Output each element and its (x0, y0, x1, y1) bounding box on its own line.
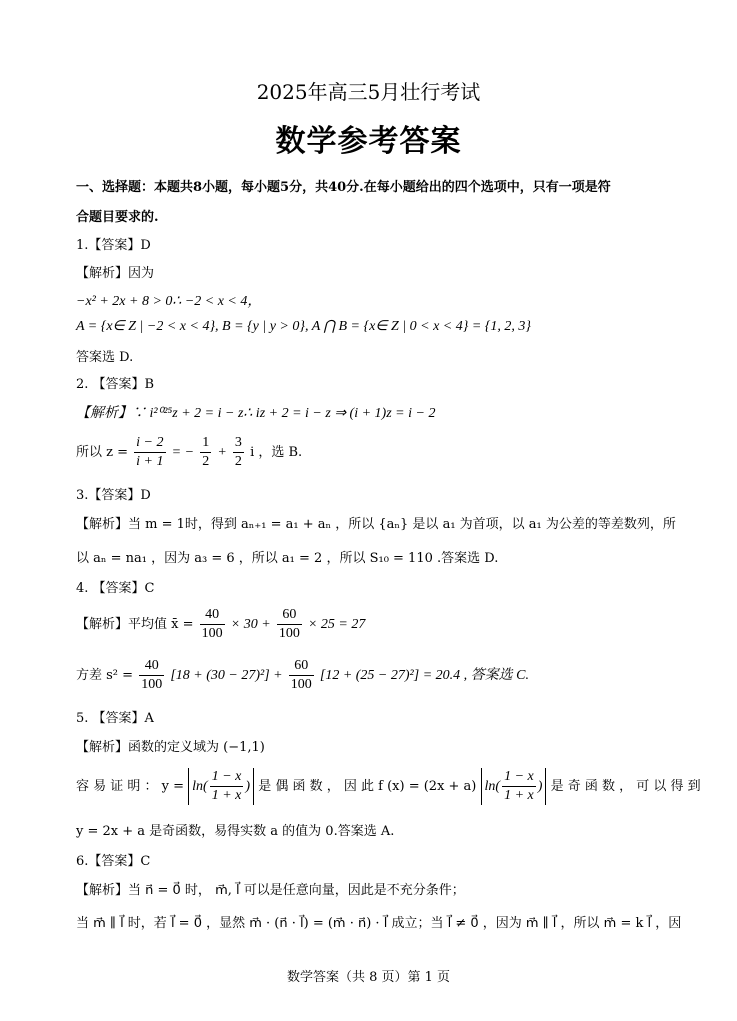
q4-var-f2-num: 60 (289, 657, 314, 676)
q5-f2-num: 1 − x (502, 768, 536, 787)
section-heading-line1: 一、选择题：本题共8小题，每小题5分，共40分.在每小题给出的四个选项中，只有一项是符 (76, 180, 611, 195)
q1-analysis-label: 【解析】因为 (76, 266, 155, 281)
q2-frac1-den: i + 1 (136, 454, 164, 469)
q2-answer: 2. 【答案】B (76, 377, 155, 392)
page-title: 数学参考答案 (275, 124, 462, 159)
q2-fraction-1 (134, 434, 165, 471)
q2-fraction-3 (233, 434, 244, 471)
q2-frac1-num: i − 2 (134, 434, 165, 453)
q2-line1: 【解析】∵ i²⁰²⁵z + 2 = i − z∴ iz + 2 = i − z ⇒ (i + 1)z = i − 2 (76, 406, 436, 421)
q6-answer: 6.【答案】C (76, 854, 151, 869)
q4-var-f1-den: 100 (141, 677, 163, 692)
q3-line1: 【解析】当 m = 1时，得到 aₙ₊₁ = a₁ + aₙ ，所以 {aₙ} 是以 a₁ 为首项，以 a₁ 为公差的等差数列，所 (76, 517, 676, 532)
q4-var-f2-den: 100 (290, 677, 312, 692)
q2-eq: = − (171, 445, 195, 460)
q4-prefix: 【解析】平均值 x̄ = (76, 617, 194, 632)
q5-f2-den: 1 + x (504, 788, 534, 803)
q5-f1-den: 1 + x (211, 788, 242, 803)
q2-fraction-2 (200, 434, 211, 471)
q2-frac3-num: 3 (233, 434, 244, 453)
q4-line2 (76, 657, 529, 694)
q2-frac3-den: 2 (234, 454, 242, 469)
q5-ln-2: ln( (484, 779, 501, 794)
q4-var-prefix: 方差 s² = (76, 668, 134, 683)
q2-line2 (76, 434, 302, 471)
q2-frac2-num: 1 (200, 434, 211, 453)
q4-fraction-1 (200, 606, 225, 643)
q1-math-line1: −x² + 2x + 8 > 0∴ −2 < x < 4， (76, 294, 262, 309)
q6-line1: 【解析】当 n⃗ = 0⃗ 时， m⃗, l⃗ 可以是任意向量，因此是不充分条件； (76, 883, 465, 898)
q5-fraction-1 (210, 768, 244, 805)
q2-frac2-den: 2 (202, 454, 210, 469)
page-footer: 数学答案（共 8 页）第 1 页 (286, 970, 451, 985)
q2-suffix: i ，选 B. (250, 445, 303, 460)
q5-abs-2 (481, 768, 547, 805)
exam-title: 2025年高三5月壮行考试 (256, 80, 481, 104)
q4-answer: 4. 【答案】C (76, 581, 155, 596)
q5-f1-num: 1 − x (210, 768, 244, 787)
q5-close-2: ) (537, 779, 543, 794)
q4-f1-num: 40 (200, 606, 225, 625)
q2-prefix: 所以 z = (76, 445, 129, 460)
q5-fraction-2 (502, 768, 536, 805)
section-heading-line2: 合题目要求的. (76, 210, 159, 225)
q4-var-fraction-1 (139, 657, 164, 694)
q6-line2: 当 m⃗ ∥ l⃗ 时，若 l⃗ = 0⃗ ，显然 m⃗ · (n⃗ · l⃗) = (m⃗ · n⃗) · l⃗ 成立；当 l⃗ ≠ 0⃗ ，因为 m⃗ ∥ l⃗ ，所以 m⃗ = k l⃗ ，因 (76, 916, 682, 931)
q4-f2-den: 100 (278, 626, 300, 641)
q4-suffix: × 25 = 27 (307, 617, 366, 632)
q5-abs-1 (188, 768, 254, 805)
q4-var-mid: [18 + (30 − 27)²] + (170, 668, 283, 683)
q4-var-suffix: [12 + (25 − 27)²] = 20.4 , 答案选 C. (319, 668, 529, 683)
q1-conclusion: 答案选 D. (76, 350, 134, 365)
q5-line2 (76, 768, 701, 805)
q5-line1: 【解析】函数的定义域为 (−1,1) (76, 740, 265, 755)
q4-fraction-2 (277, 606, 302, 643)
q5-ln-1: ln( (192, 779, 208, 794)
q1-answer: 1.【答案】D (76, 238, 151, 253)
q5-mid: 是 偶 函 数 ， 因 此 f (x) = (2x + a) (258, 779, 477, 794)
q4-var-f1-num: 40 (139, 657, 164, 676)
q5-answer: 5. 【答案】A (76, 711, 154, 726)
q2-plus: + (217, 445, 227, 460)
q4-var-fraction-2 (289, 657, 314, 694)
q3-line2: 以 aₙ = na₁ ，因为 a₃ = 6 ，所以 a₁ = 2 ，所以 S₁₀ = 110 .答案选 D. (76, 551, 499, 566)
q4-mid: × 30 + (230, 617, 271, 632)
q3-answer: 3.【答案】D (76, 488, 151, 503)
q5-suffix: 是 奇 函 数 ， 可 以 得 到 (550, 779, 701, 794)
q4-line1 (76, 606, 365, 643)
q4-f2-num: 60 (277, 606, 302, 625)
q5-line3: y = 2x + a 是奇函数，易得实数 a 的值为 0.答案选 A. (76, 824, 395, 839)
q5-close-1: ) (245, 779, 251, 794)
q1-math-line2: A = {x∈ Z | −2 < x < 4}, B = {y | y > 0}, A ⋂ B = {x∈ Z | 0 < x < 4} = {1, 2, 3} (76, 319, 531, 334)
q5-prefix: 容 易 证 明 ： y = (76, 779, 185, 794)
q4-f1-den: 100 (201, 626, 223, 641)
